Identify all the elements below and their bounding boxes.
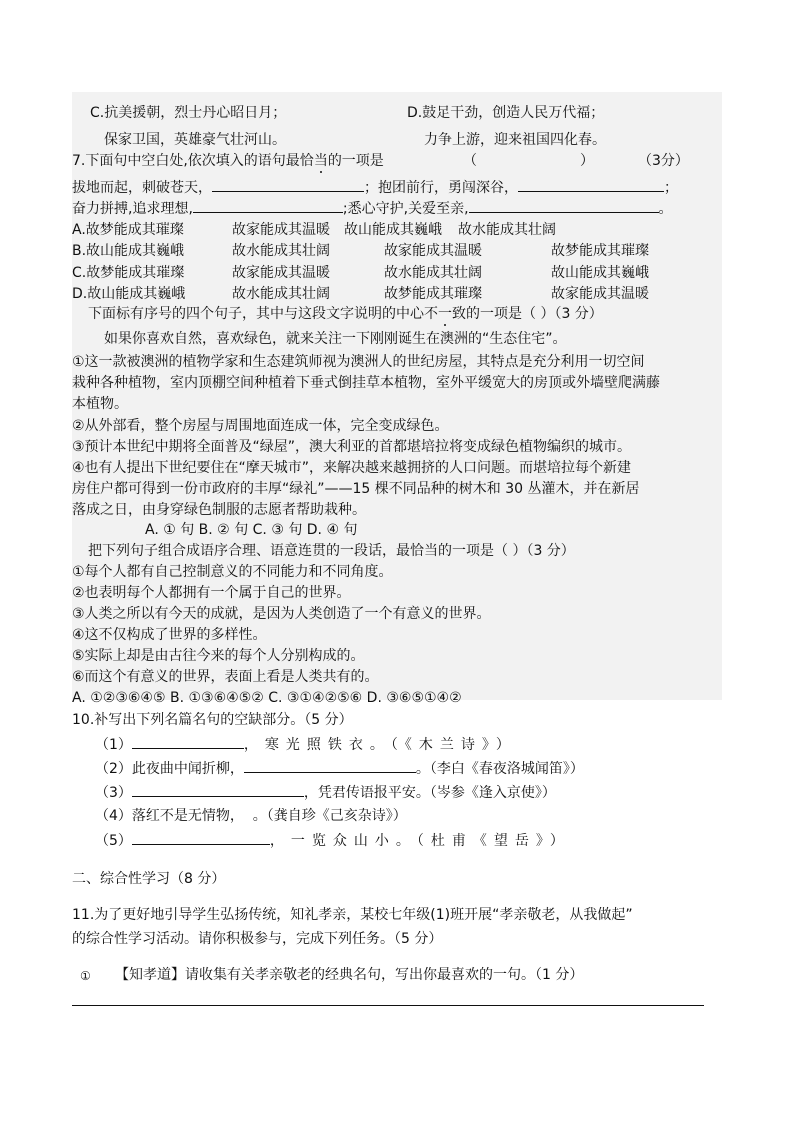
fill-blank[interactable] [132, 782, 304, 797]
q9-sentence-6: ⑥而这个有意义的世界，表面上看是人类共有的。 [72, 669, 379, 685]
q7-stem: 7.下面句中空白处,依次填入的语句最恰当的一项是 [72, 153, 384, 169]
q8-sentence-1-line1: ①这一款被澳洲的植物学家和生态建筑师视为澳洲人的世纪房屋，其特点是充分利用一切空间 [72, 354, 645, 370]
q8-sentence-2: ②从外部看，整个房屋与周围地面连成一体，完全变成绿色。 [72, 418, 449, 434]
q7-option-c: C.故梦能成其璀璨 故家能成其温暖 故水能成其壮阔 故山能成其巍峨 [72, 265, 649, 281]
q9-sentence-3: ③人类之所以有今天的成就，是因为人类创造了一个有意义的世界。 [72, 606, 491, 622]
q7-answer-paren-close: ） [580, 153, 594, 169]
q10-item-5: （5） ，一览众山小。（杜甫《望岳》） [95, 830, 571, 851]
q7-answer-paren-open: （ [463, 153, 477, 169]
q10-item-3: （3） ，凭君传语报平安。（岑参《逢入京使》） [95, 782, 556, 803]
q8-sentence-3: ③预计本世纪中期将全面普及“绿屋”，澳大利亚的首都堪培拉将变成绿色植物编织的城市。 [72, 439, 632, 455]
q9-sentence-4: ④这不仅构成了世界的多样性。 [72, 627, 267, 643]
section-2-title: 二、综合性学习（8 分） [72, 871, 226, 887]
q6-option-d-line1: D.鼓足干劲，创造人民万代福； [407, 105, 605, 121]
fill-blank[interactable] [212, 177, 364, 192]
q11-stem-line2: 的综合性学习活动。请你积极参与，完成下列任务。（5 分） [72, 931, 443, 947]
q11-task-1: 【知孝道】请收集有关孝亲敬老的经典名句，写出你最喜欢的一句。（1 分） [115, 967, 584, 983]
fill-blank[interactable] [132, 734, 244, 749]
fill-blank[interactable] [193, 198, 343, 213]
q10-item-2: （2）此夜曲中闻折柳， 。（李白《春夜洛城闻笛》） [95, 758, 584, 779]
q6-option-c-line1: C.抗美援朝，烈士丹心昭日月； [90, 105, 287, 121]
q7-option-b: B.故山能成其巍峨 故水能成其壮阔 故家能成其温暖 故梦能成其璀璨 [72, 243, 649, 259]
q10-stem: 10.补写出下列名篇名句的空缺部分。（5 分） [72, 712, 353, 728]
q8-intro: 如果你喜欢自然，喜欢绿色，就来关注一下刚刚诞生在澳洲的“生态住宅”。 [104, 331, 567, 347]
q6-option-c-line2: 保家卫国，英雄豪气壮河山。 [104, 132, 286, 148]
q7-score: （3分） [638, 153, 689, 169]
q8-stem: 下面标有序号的四个句子，其中与这段文字说明的中心不一致的一项是（ ）（3 分） [88, 306, 603, 322]
answer-line[interactable] [72, 1005, 704, 1006]
fill-blank[interactable] [132, 830, 270, 845]
q9-sentence-2: ②也表明每个人都拥有一个属于自己的世界。 [72, 585, 351, 601]
q11-stem-line1: 11.为了更好地引导学生弘扬传统，知礼孝亲，某校七年级(1)班开展“孝亲敬老，从我做起” [72, 907, 633, 923]
q9-sentence-5: ⑤实际上却是由古往今来的每个人分别构成的。 [72, 648, 365, 664]
q7-sentence-line1: 拔地而起，刺破苍天， ；抱团前行，勇闯深谷， ； [72, 177, 678, 198]
q10-item-1: （1） ，寒光照铁衣。（《木兰诗》） [95, 734, 517, 755]
q7-option-a: A.故梦能成其璀璨 故家能成其温暖 故山能成其巍峨 故水能成其壮阔 [72, 222, 556, 238]
q11-task-number: ① [80, 969, 91, 983]
q6-option-d-line2: 力争上游，迎来祖国四化春。 [424, 132, 606, 148]
fill-blank[interactable] [244, 758, 416, 773]
emphasis-dot-char: 一 [438, 306, 452, 322]
q9-options: A. ①②③⑥④⑤ B. ①③⑥④⑤② C. ③①④②⑤⑥ D. ③⑥⑤①④② [72, 690, 462, 706]
q8-sentence-1-line3: 本植物。 [72, 396, 128, 412]
fill-blank[interactable] [469, 198, 659, 213]
q8-options: A. ① 句 B. ② 句 C. ③ 句 D. ④ 句 [145, 522, 358, 538]
emphasis-dot-char: 当 [313, 153, 328, 169]
q7-option-d: D.故山能成其巍峨 故水能成其壮阔 故梦能成其璀璨 故家能成其温暖 [72, 286, 649, 302]
q8-sentence-4-line1: ④也有人提出下世纪要住在“摩天城市”，来解决越来越拥挤的人口问题。而堪培拉每个新建 [72, 460, 632, 476]
q8-sentence-4-line2: 房住户都可得到一份市政府的丰厚“绿礼”——15 棵不同品种的树木和 30 丛灌木，并在新居 [72, 481, 640, 497]
q9-stem: 把下列句子组合成语序合理、语意连贯的一段话，最恰当的一项是（ ）（3 分） [88, 543, 575, 559]
q9-sentence-1: ①每个人都有自己控制意义的不同能力和不同角度。 [72, 564, 393, 580]
q8-sentence-4-line3: 落成之日，由身穿绿色制服的志愿者帮助栽种。 [72, 502, 366, 518]
q8-sentence-1-line2: 栽种各种植物，室内顶棚空间种植着下垂式倒挂草本植物，室外平缓宽大的房顶或外墙壁爬满藤 [72, 375, 660, 391]
q10-item-4: （4）落红不是无情物， 。（龚自珍《己亥杂诗》） [95, 808, 407, 824]
fill-blank[interactable] [518, 177, 664, 192]
q7-sentence-line2: 奋力拼搏,追求理想, ;悉心守护,关爱至亲, 。 [72, 198, 673, 219]
